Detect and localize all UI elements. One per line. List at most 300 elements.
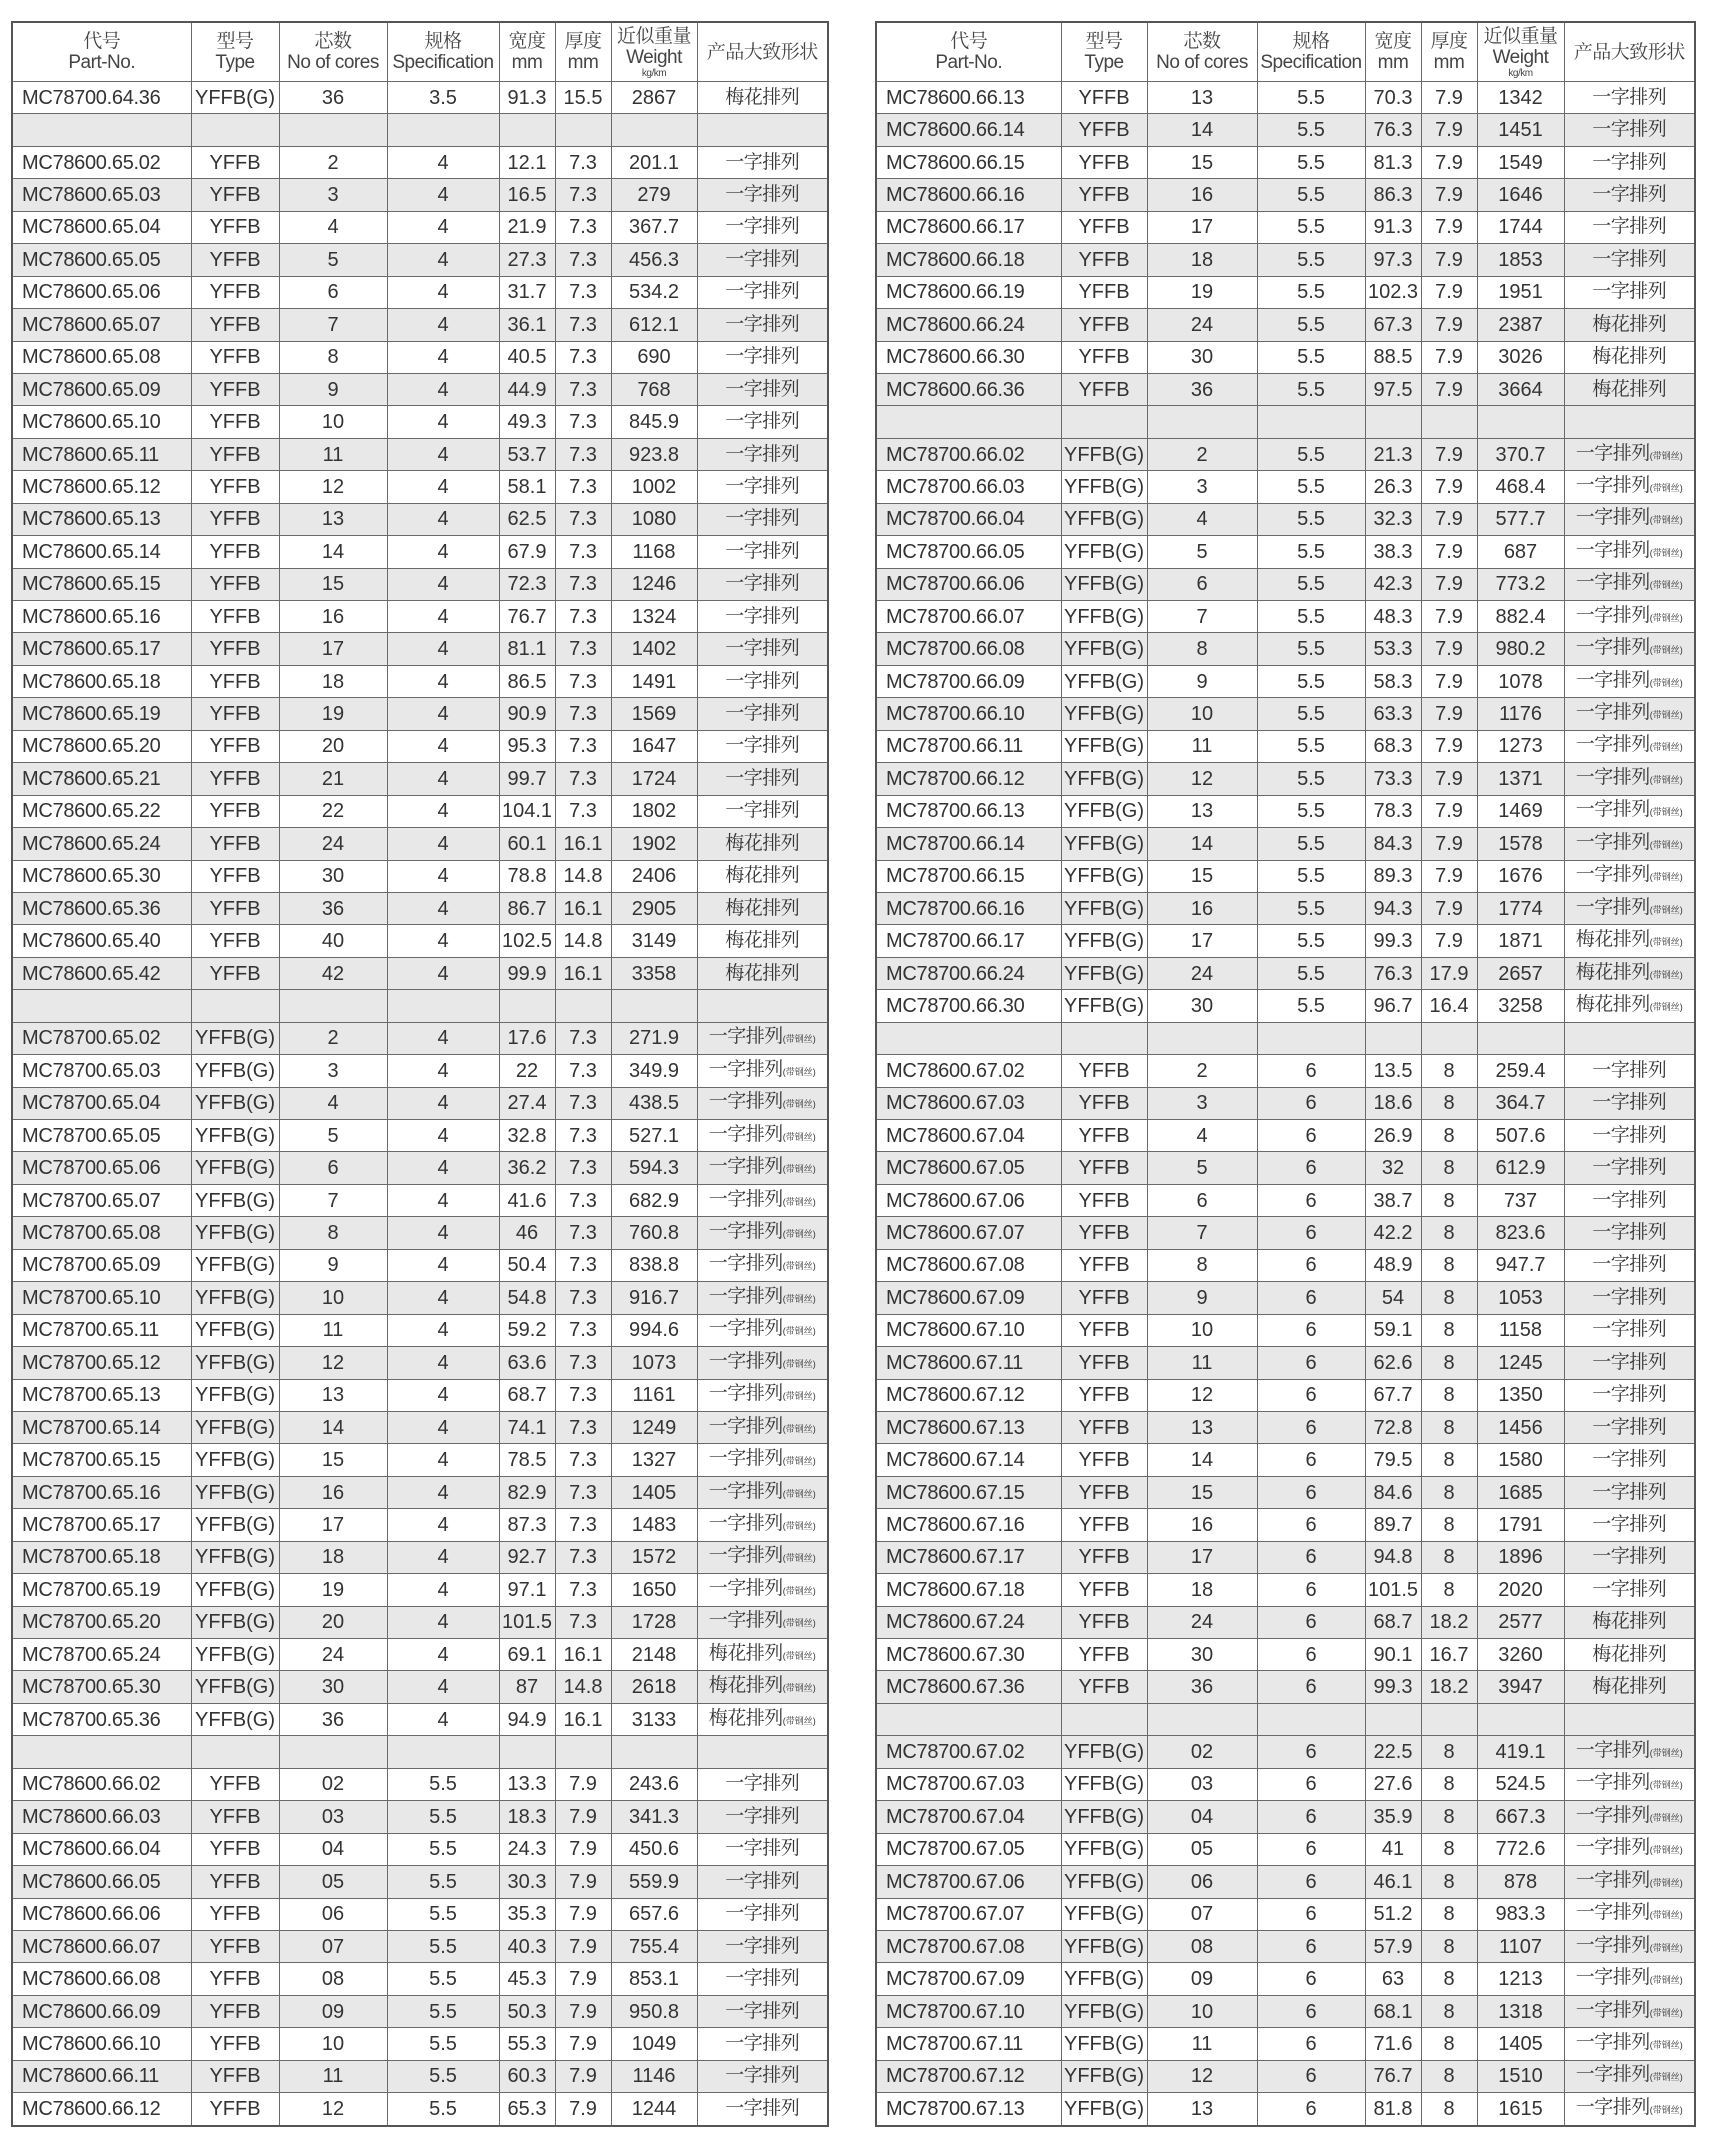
table-row: [12, 1898, 828, 1930]
table-row: [12, 1866, 828, 1898]
shape-label: 一字排列: [1592, 1189, 1667, 1211]
cell-thickness: 14.8: [555, 1671, 611, 1703]
cell-weight: 612.9: [1477, 1152, 1564, 1184]
cell-part-no: MC78600.67.30: [876, 1639, 1061, 1671]
cell-shape: [1564, 1671, 1695, 1703]
cell-thickness: 7.9: [1421, 828, 1477, 860]
empty-cell: [499, 1736, 555, 1768]
shape-label: 一字排列: [725, 767, 800, 789]
shape-label: 一字排列: [725, 2000, 800, 2022]
cell-cores: 19: [1147, 276, 1257, 308]
cell-specification: 4: [387, 503, 499, 535]
cell-part-no: MC78600.66.02: [12, 1768, 191, 1800]
cell-type: YFFB(G): [1061, 1801, 1147, 1833]
cell-thickness: 7.9: [1421, 536, 1477, 568]
cell-shape: [697, 244, 828, 276]
cell-specification: 5.5: [1257, 568, 1365, 600]
cell-thickness: 7.3: [555, 601, 611, 633]
cell-shape: [697, 1055, 828, 1087]
cell-type: YFFB: [1061, 1671, 1147, 1703]
shape-label: 一字排列: [1592, 1351, 1667, 1373]
table-row: [876, 146, 1695, 178]
cell-weight: 947.7: [1477, 1249, 1564, 1281]
cell-cores: 24: [1147, 957, 1257, 989]
cell-thickness: 16.1: [555, 957, 611, 989]
shape-label: 一字排列: [725, 216, 800, 238]
cell-part-no: MC78700.67.11: [876, 2028, 1061, 2060]
table-row: [12, 1509, 828, 1541]
cell-shape: [697, 1152, 828, 1184]
shape-label: 梅花排列: [1592, 346, 1667, 368]
cell-thickness: 16.1: [555, 828, 611, 860]
cell-part-no: MC78600.65.24: [12, 828, 191, 860]
shape-label: 梅花排列: [1575, 961, 1650, 983]
cell-part-no: MC78600.65.20: [12, 730, 191, 762]
cell-specification: 5.5: [387, 1930, 499, 1962]
spec-table-right: [875, 21, 1696, 2127]
steel-wire-note: (带钢丝): [1649, 1877, 1683, 1888]
cell-specification: 4: [387, 828, 499, 860]
cell-part-no: MC78600.67.36: [876, 1671, 1061, 1703]
cell-type: YFFB: [1061, 1314, 1147, 1346]
cell-width: 94.9: [499, 1703, 555, 1735]
cell-weight: 994.6: [611, 1314, 697, 1346]
cell-specification: 6: [1257, 1639, 1365, 1671]
cell-weight: 2577: [1477, 1606, 1564, 1638]
shape-label: 一字排列: [1592, 1578, 1667, 1600]
cell-cores: 3: [1147, 471, 1257, 503]
cell-weight: 3149: [611, 925, 697, 957]
cell-width: 97.1: [499, 1574, 555, 1606]
cell-width: 99.7: [499, 763, 555, 795]
cell-part-no: MC78600.66.36: [876, 373, 1061, 405]
cell-width: 38.7: [1365, 1184, 1421, 1216]
header-shape: 产品大致形状: [1564, 22, 1695, 82]
cell-specification: 6: [1257, 1184, 1365, 1216]
shape-label: 一字排列: [1575, 2031, 1650, 2053]
cell-width: 78.5: [499, 1444, 555, 1476]
table-row: [876, 1411, 1695, 1443]
table-row: [12, 1379, 828, 1411]
cell-specification: 4: [387, 146, 499, 178]
cell-shape: [1564, 276, 1695, 308]
cell-weight: 2406: [611, 860, 697, 892]
shape-label: 一字排列: [1575, 766, 1650, 788]
cell-specification: 5.5: [1257, 536, 1365, 568]
cell-thickness: 8: [1421, 1217, 1477, 1249]
cell-thickness: 7.9: [1421, 503, 1477, 535]
cell-cores: 13: [1147, 82, 1257, 114]
cell-thickness: 7.9: [555, 1930, 611, 1962]
cell-part-no: MC78700.65.08: [12, 1217, 191, 1249]
cell-part-no: MC78700.66.14: [876, 828, 1061, 860]
shape-label: 梅花排列: [708, 1675, 783, 1697]
cell-shape: [697, 795, 828, 827]
header-width: 宽度 mm: [1365, 22, 1421, 82]
cell-type: YFFB(G): [191, 1282, 279, 1314]
shape-label: 一字排列: [1592, 248, 1667, 270]
cell-specification: 6: [1257, 1606, 1365, 1638]
steel-wire-note: (带钢丝): [1649, 710, 1683, 721]
cell-thickness: 17.9: [1421, 957, 1477, 989]
table-row: [876, 1736, 1695, 1768]
cell-shape: [697, 892, 828, 924]
cell-shape: [1564, 1055, 1695, 1087]
shape-label: 一字排列: [725, 638, 800, 660]
shape-label: 一字排列: [1575, 1740, 1650, 1762]
empty-cell: [1147, 1022, 1257, 1054]
shape-label: 一字排列: [708, 1350, 783, 1372]
cell-weight: 3133: [611, 1703, 697, 1735]
cell-width: 68.1: [1365, 1995, 1421, 2027]
cell-part-no: MC78600.67.10: [876, 1314, 1061, 1346]
shape-label: 一字排列: [1575, 2096, 1650, 2118]
table-row: [12, 1671, 828, 1703]
cell-cores: 11: [1147, 2028, 1257, 2060]
cell-weight: 1896: [1477, 1541, 1564, 1573]
steel-wire-note: (带钢丝): [1649, 1975, 1683, 1986]
cell-type: YFFB(G): [191, 1152, 279, 1184]
table-row: [876, 2060, 1695, 2092]
cell-weight: 2618: [611, 1671, 697, 1703]
cell-weight: 1774: [1477, 892, 1564, 924]
cell-width: 44.9: [499, 373, 555, 405]
cell-cores: 11: [279, 2060, 387, 2092]
empty-cell: [555, 114, 611, 146]
table-row: [876, 1152, 1695, 1184]
cell-shape: [697, 373, 828, 405]
cell-specification: 5.5: [1257, 601, 1365, 633]
cell-cores: 6: [279, 276, 387, 308]
steel-wire-note: (带钢丝): [782, 1066, 816, 1077]
cell-part-no: MC78700.65.02: [12, 1022, 191, 1054]
cell-specification: 6: [1257, 1217, 1365, 1249]
cell-specification: 6: [1257, 1282, 1365, 1314]
cell-cores: 07: [279, 1930, 387, 1962]
shape-label: 一字排列: [725, 1935, 800, 1957]
cell-specification: 4: [387, 211, 499, 243]
empty-cell: [387, 990, 499, 1022]
cell-type: YFFB: [191, 1866, 279, 1898]
cell-width: 58.3: [1365, 665, 1421, 697]
steel-wire-note: (带钢丝): [782, 1131, 816, 1142]
cell-cores: 11: [279, 1314, 387, 1346]
cell-specification: 6: [1257, 1314, 1365, 1346]
table-row: [12, 1444, 828, 1476]
cell-width: 101.5: [499, 1606, 555, 1638]
empty-cell: [1564, 1703, 1695, 1735]
cell-specification: 4: [387, 276, 499, 308]
cell-specification: 5.5: [1257, 114, 1365, 146]
table-row: [12, 309, 828, 341]
cell-shape: [1564, 730, 1695, 762]
table-row: [12, 2093, 828, 2126]
cell-cores: 10: [1147, 698, 1257, 730]
steel-wire-note: (带钢丝): [1649, 2039, 1683, 2050]
cell-cores: 40: [279, 925, 387, 957]
shape-label: 一字排列: [725, 475, 800, 497]
empty-cell: [611, 990, 697, 1022]
cell-cores: 13: [1147, 1411, 1257, 1443]
steel-wire-note: (带钢丝): [1649, 2104, 1683, 2115]
table-row: [876, 730, 1695, 762]
cell-shape: [1564, 568, 1695, 600]
shape-label: 一字排列: [1592, 1546, 1667, 1568]
cell-shape: [697, 1184, 828, 1216]
cell-cores: 02: [1147, 1736, 1257, 1768]
cell-weight: 1168: [611, 536, 697, 568]
cell-specification: 4: [387, 406, 499, 438]
cell-part-no: MC78600.65.12: [12, 471, 191, 503]
empty-cell: [279, 990, 387, 1022]
cell-weight: 1491: [611, 665, 697, 697]
cell-cores: 04: [279, 1833, 387, 1865]
cell-cores: 30: [1147, 990, 1257, 1022]
cell-part-no: MC78700.66.06: [876, 568, 1061, 600]
table-row: [12, 633, 828, 665]
cell-weight: 1724: [611, 763, 697, 795]
cell-weight: 1469: [1477, 795, 1564, 827]
table-row: [12, 1249, 828, 1281]
cell-type: YFFB: [191, 763, 279, 795]
cell-weight: 1728: [611, 1606, 697, 1638]
cell-cores: 18: [1147, 1574, 1257, 1606]
cell-part-no: MC78700.67.02: [876, 1736, 1061, 1768]
cell-specification: 5.5: [387, 1866, 499, 1898]
shape-label: 一字排列: [1575, 896, 1650, 918]
shape-label: 一字排列: [1592, 1449, 1667, 1471]
cell-part-no: MC78700.65.04: [12, 1087, 191, 1119]
cell-specification: 5.5: [387, 1898, 499, 1930]
cell-specification: 6: [1257, 1444, 1365, 1476]
cell-shape: [1564, 892, 1695, 924]
cell-width: 68.7: [1365, 1606, 1421, 1638]
cell-weight: 3664: [1477, 373, 1564, 405]
cell-part-no: MC78600.67.08: [876, 1249, 1061, 1281]
cell-part-no: MC78700.67.06: [876, 1866, 1061, 1898]
cell-weight: 3260: [1477, 1639, 1564, 1671]
cell-cores: 18: [1147, 244, 1257, 276]
table-row: [876, 1574, 1695, 1606]
cell-specification: 4: [387, 1152, 499, 1184]
cell-cores: 10: [1147, 1995, 1257, 2027]
table-row: [876, 471, 1695, 503]
cell-width: 24.3: [499, 1833, 555, 1865]
cell-weight: 438.5: [611, 1087, 697, 1119]
table-row: [12, 2060, 828, 2092]
cell-width: 36.2: [499, 1152, 555, 1184]
cell-width: 51.2: [1365, 1898, 1421, 1930]
cell-weight: 1350: [1477, 1379, 1564, 1411]
cell-width: 84.3: [1365, 828, 1421, 860]
cell-type: YFFB: [1061, 82, 1147, 114]
shape-label: 一字排列: [1575, 637, 1650, 659]
cell-part-no: MC78700.65.17: [12, 1509, 191, 1541]
cell-type: YFFB(G): [1061, 2093, 1147, 2126]
table-row: [12, 82, 828, 114]
shape-label: 一字排列: [1592, 151, 1667, 173]
table-row: [12, 2028, 828, 2060]
spec-table-left: [11, 21, 829, 2127]
cell-cores: 7: [279, 1184, 387, 1216]
cell-weight: 882.4: [1477, 601, 1564, 633]
cell-part-no: MC78700.65.11: [12, 1314, 191, 1346]
shape-label: 一字排列: [725, 800, 800, 822]
shape-label: 一字排列: [1575, 1772, 1650, 1794]
cell-shape: [697, 763, 828, 795]
cell-width: 102.5: [499, 925, 555, 957]
cell-part-no: MC78600.66.16: [876, 179, 1061, 211]
cell-type: YFFB(G): [1061, 730, 1147, 762]
cell-shape: [697, 1444, 828, 1476]
empty-cell: [1365, 406, 1421, 438]
steel-wire-note: (带钢丝): [782, 1358, 816, 1369]
cell-thickness: 7.3: [555, 309, 611, 341]
cell-specification: 5.5: [1257, 730, 1365, 762]
table-row: [12, 860, 828, 892]
cell-thickness: 7.3: [555, 1249, 611, 1281]
cell-type: YFFB(G): [1061, 925, 1147, 957]
empty-cell: [876, 1703, 1061, 1735]
cell-shape: [1564, 309, 1695, 341]
cell-weight: 983.3: [1477, 1898, 1564, 1930]
cell-cores: 08: [1147, 1930, 1257, 1962]
cell-weight: 1318: [1477, 1995, 1564, 2027]
table-row: [876, 373, 1695, 405]
cell-width: 99.3: [1365, 925, 1421, 957]
cell-weight: 1158: [1477, 1314, 1564, 1346]
cell-width: 86.7: [499, 892, 555, 924]
cell-cores: 12: [1147, 763, 1257, 795]
cell-specification: 4: [387, 730, 499, 762]
cell-specification: 5.5: [387, 1963, 499, 1995]
cell-type: YFFB: [1061, 1411, 1147, 1443]
cell-width: 63.3: [1365, 698, 1421, 730]
cell-specification: 6: [1257, 1963, 1365, 1995]
cell-shape: [697, 211, 828, 243]
cell-width: 32.3: [1365, 503, 1421, 535]
cell-cores: 13: [1147, 795, 1257, 827]
shape-label: 一字排列: [725, 151, 800, 173]
cell-shape: [1564, 1801, 1695, 1833]
cell-part-no: MC78600.66.07: [12, 1930, 191, 1962]
cell-width: 16.5: [499, 179, 555, 211]
shape-label: 一字排列: [708, 1221, 783, 1243]
cell-thickness: 16.4: [1421, 990, 1477, 1022]
cell-specification: 6: [1257, 1736, 1365, 1768]
empty-cell: [499, 990, 555, 1022]
cell-type: YFFB(G): [191, 1120, 279, 1152]
cell-width: 21.9: [499, 211, 555, 243]
table-row: [876, 1606, 1695, 1638]
cell-shape: [1564, 1249, 1695, 1281]
cell-type: YFFB: [191, 795, 279, 827]
cell-shape: [1564, 146, 1695, 178]
table-row: [876, 1347, 1695, 1379]
table-row: [12, 536, 828, 568]
cell-specification: 5.5: [1257, 341, 1365, 373]
cell-type: YFFB: [191, 179, 279, 211]
shape-label: 一字排列: [708, 1448, 783, 1470]
shape-label: 一字排列: [708, 1026, 783, 1048]
cell-cores: 2: [279, 1022, 387, 1054]
cell-thickness: 7.3: [555, 1184, 611, 1216]
cell-type: YFFB(G): [191, 1574, 279, 1606]
shape-label: 一字排列: [1575, 442, 1650, 464]
cell-width: 102.3: [1365, 276, 1421, 308]
cell-weight: 1951: [1477, 276, 1564, 308]
cell-cores: 05: [279, 1866, 387, 1898]
cell-specification: 6: [1257, 1509, 1365, 1541]
cell-shape: [697, 309, 828, 341]
table-row: [876, 990, 1695, 1022]
cell-weight: 450.6: [611, 1833, 697, 1865]
cell-shape: [1564, 1120, 1695, 1152]
cell-cores: 14: [1147, 114, 1257, 146]
cell-part-no: MC78700.65.03: [12, 1055, 191, 1087]
cell-type: YFFB(G): [1061, 892, 1147, 924]
steel-wire-note: (带钢丝): [1649, 515, 1683, 526]
cell-weight: 279: [611, 179, 697, 211]
cell-specification: 4: [387, 698, 499, 730]
cell-type: YFFB(G): [1061, 1898, 1147, 1930]
cell-specification: 5.5: [387, 1801, 499, 1833]
steel-wire-note: (带钢丝): [782, 1715, 816, 1726]
cell-specification: 4: [387, 1282, 499, 1314]
cell-part-no: MC78600.65.17: [12, 633, 191, 665]
cell-width: 50.3: [499, 1995, 555, 2027]
cell-cores: 4: [1147, 1120, 1257, 1152]
table-row: [876, 503, 1695, 535]
cell-width: 30.3: [499, 1866, 555, 1898]
shape-label: 一字排列: [1575, 799, 1650, 821]
cell-type: YFFB(G): [1061, 1995, 1147, 2027]
cell-shape: [697, 1087, 828, 1119]
cell-thickness: 7.9: [555, 1833, 611, 1865]
cell-thickness: 7.3: [555, 1347, 611, 1379]
cell-specification: 6: [1257, 2028, 1365, 2060]
cell-thickness: 7.3: [555, 276, 611, 308]
cell-weight: 1456: [1477, 1411, 1564, 1443]
cell-weight: 667.3: [1477, 1801, 1564, 1833]
cell-specification: 6: [1257, 1541, 1365, 1573]
cell-specification: 5.5: [1257, 503, 1365, 535]
cell-shape: [697, 925, 828, 957]
cell-shape: [1564, 633, 1695, 665]
cell-shape: [1564, 114, 1695, 146]
cell-thickness: 7.9: [555, 2093, 611, 2126]
table-row: [876, 1217, 1695, 1249]
table-row: [12, 373, 828, 405]
cell-cores: 7: [279, 309, 387, 341]
cell-part-no: MC78600.67.07: [876, 1217, 1061, 1249]
cell-width: 88.5: [1365, 341, 1421, 373]
cell-width: 35.9: [1365, 1801, 1421, 1833]
shape-label: 一字排列: [725, 1903, 800, 1925]
cell-shape: [1564, 698, 1695, 730]
cell-type: YFFB(G): [191, 1703, 279, 1735]
cell-specification: 6: [1257, 2093, 1365, 2126]
steel-wire-note: (带钢丝): [1649, 1780, 1683, 1791]
shape-label: 一字排列: [1575, 734, 1650, 756]
cell-thickness: 7.9: [1421, 601, 1477, 633]
shape-label: 一字排列: [1575, 572, 1650, 594]
cell-width: 78.3: [1365, 795, 1421, 827]
cell-width: 84.6: [1365, 1476, 1421, 1508]
cell-part-no: MC78700.67.07: [876, 1898, 1061, 1930]
table-row: [12, 1314, 828, 1346]
cell-type: YFFB: [1061, 1347, 1147, 1379]
